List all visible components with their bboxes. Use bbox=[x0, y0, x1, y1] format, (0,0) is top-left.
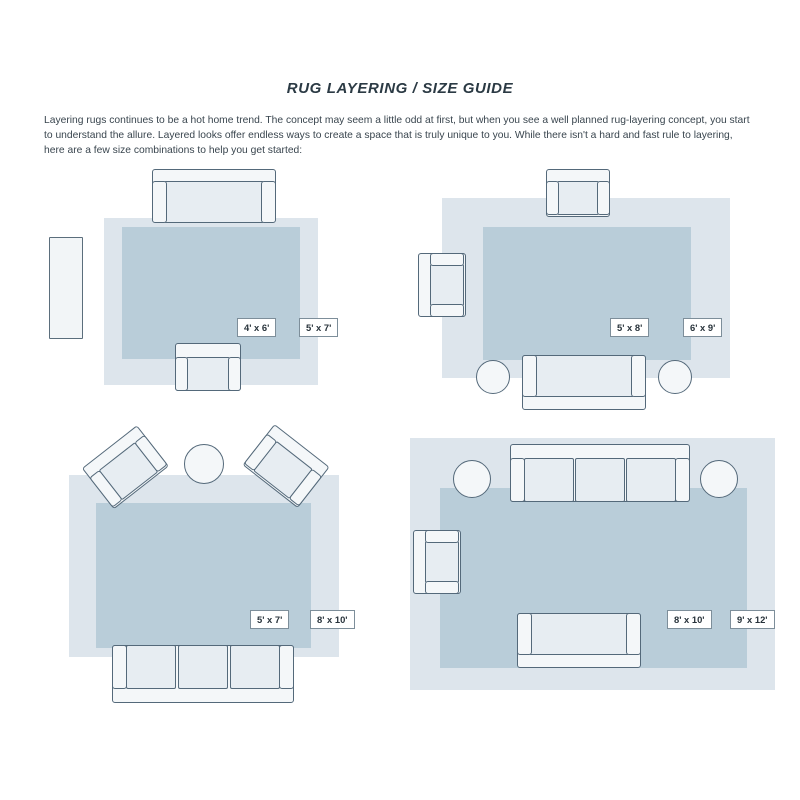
diagram-top-left bbox=[44, 165, 364, 405]
loveseat-bottom-arm-left bbox=[517, 613, 532, 655]
diagram-top-right bbox=[410, 165, 760, 425]
inner-rug-area bbox=[122, 227, 300, 359]
sofa-top-cushion-3 bbox=[626, 458, 676, 502]
sofa-arm-left bbox=[152, 181, 167, 223]
armchair-top-arm-right bbox=[597, 181, 610, 215]
diagram-bottom-right bbox=[405, 430, 785, 700]
round-coffee-table bbox=[184, 444, 224, 484]
sofa-bottom-arm-left bbox=[522, 355, 537, 397]
runner-rug bbox=[49, 237, 83, 339]
inner-rug-label: 5' x 7' bbox=[250, 610, 289, 629]
sofa-bottom-cushion-2 bbox=[178, 645, 228, 689]
sofa-top-cushion-1 bbox=[524, 458, 574, 502]
armchair-arm-right bbox=[228, 357, 241, 391]
side-table-left bbox=[476, 360, 510, 394]
sofa-cushion bbox=[164, 181, 264, 223]
intro-paragraph: Layering rugs continues to be a hot home trend. The concept may seem a little odd at first, but when you see a well planned rug-layering concept, you start to understand the allure. Layered looks offer endless ways to create a space that is truly unique to you. While there isn't a hard and fast rule to layering, here are a few size combinations to help you get started: bbox=[44, 115, 750, 156]
outer-rug-label: 9' x 12' bbox=[730, 610, 775, 629]
outer-rug-label: 5' x 7' bbox=[299, 318, 338, 337]
sofa-top-arm-right bbox=[675, 458, 690, 502]
armchair-left-cushion bbox=[425, 541, 459, 583]
sofa-bottom-cushion-3 bbox=[230, 645, 280, 689]
sofa-arm-right bbox=[261, 181, 276, 223]
armchair-top-arm-left bbox=[546, 181, 559, 215]
sofa-bottom-arm-left bbox=[112, 645, 127, 689]
sofa-bottom-arm-right bbox=[279, 645, 294, 689]
outer-rug-label: 6' x 9' bbox=[683, 318, 722, 337]
side-table-right bbox=[658, 360, 692, 394]
armchair-cushion bbox=[186, 357, 230, 391]
armchair-arm-left bbox=[175, 357, 188, 391]
page-title: RUG LAYERING / SIZE GUIDE bbox=[286, 80, 514, 97]
inner-rug-label: 4' x 6' bbox=[237, 318, 276, 337]
sofa-top-cushion-2 bbox=[575, 458, 625, 502]
outer-rug-label: 8' x 10' bbox=[310, 610, 355, 629]
inner-rug-label: 8' x 10' bbox=[667, 610, 712, 629]
armchair-left-arm-bottom bbox=[425, 581, 459, 594]
side-table-right bbox=[700, 460, 738, 498]
sofa-top-arm-left bbox=[510, 458, 525, 502]
sofa-bottom-cushion bbox=[534, 355, 634, 397]
armchair-left-cushion bbox=[430, 264, 464, 306]
armchair-left-arm-top bbox=[425, 530, 459, 543]
armchair-top-cushion bbox=[557, 181, 599, 215]
side-table-left bbox=[453, 460, 491, 498]
inner-rug-area bbox=[483, 227, 691, 360]
loveseat-bottom-cushion bbox=[529, 613, 629, 655]
sofa-bottom-cushion-1 bbox=[126, 645, 176, 689]
diagram-bottom-left bbox=[60, 430, 390, 700]
sofa-bottom-arm-right bbox=[631, 355, 646, 397]
inner-rug-label: 5' x 8' bbox=[610, 318, 649, 337]
loveseat-bottom-arm-right bbox=[626, 613, 641, 655]
armchair-left-arm-bottom bbox=[430, 304, 464, 317]
armchair-left-arm-top bbox=[430, 253, 464, 266]
